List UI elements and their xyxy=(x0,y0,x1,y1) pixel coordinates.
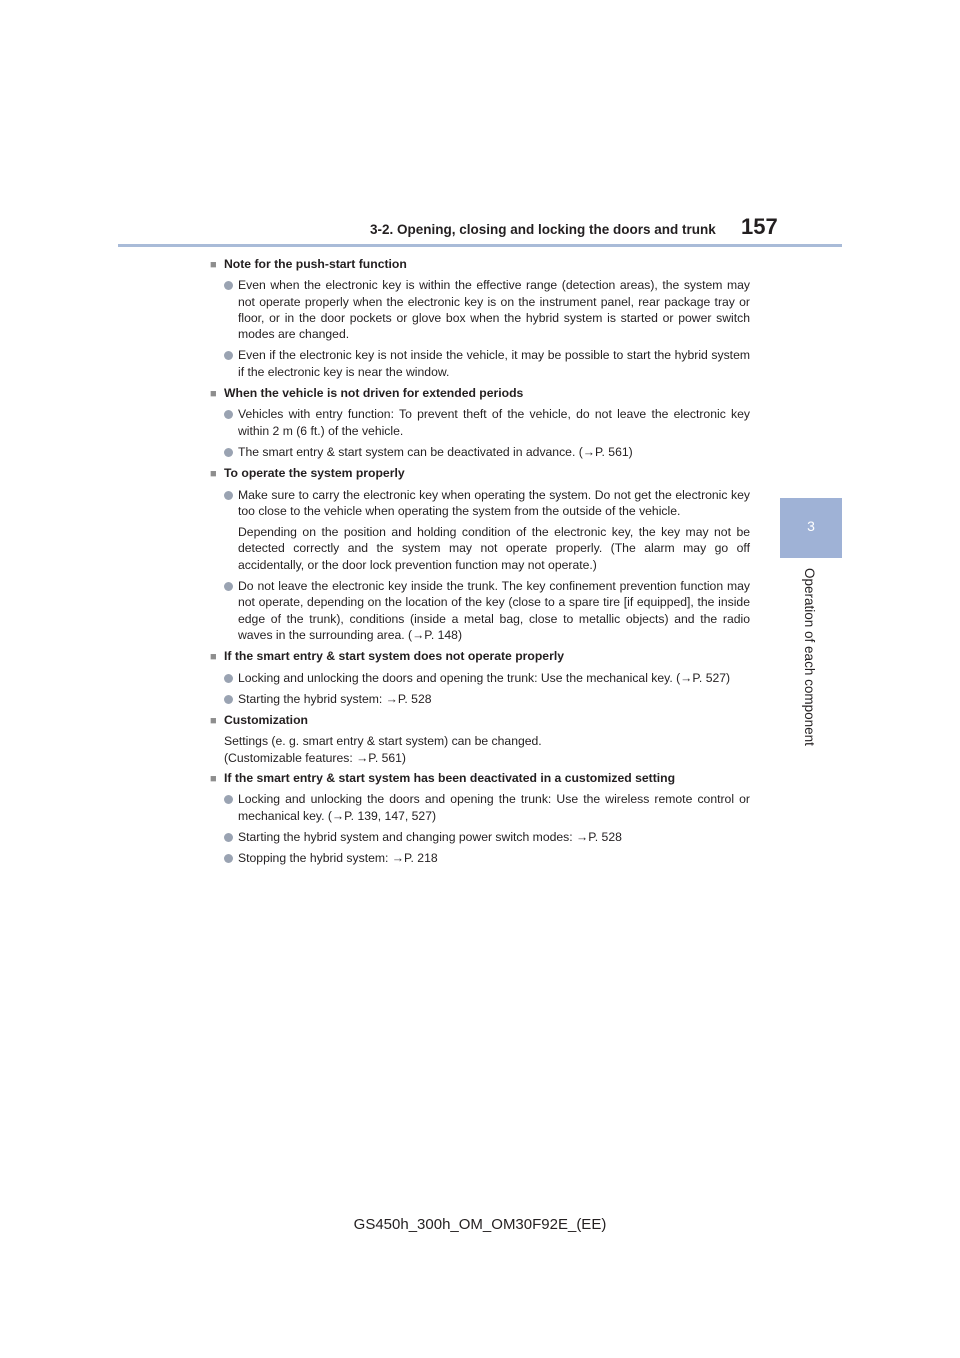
section-heading xyxy=(210,465,750,482)
section-heading-text: Note for the push-start function xyxy=(224,257,407,271)
square-bullet-icon: ■ xyxy=(210,651,217,664)
section-extended-periods xyxy=(210,385,750,460)
page-number: 157 xyxy=(741,214,778,239)
list-item-text: Starting the hybrid system: →P. 528 xyxy=(238,691,432,706)
list-item xyxy=(210,406,750,439)
list-item-text: Even when the electronic key is within the effective range (detection areas), the system may not operate properly when the electronic key is on the instrument panel, rear package tray or floor, or in the door pockets or glove box when the hybrid system is started or power switch modes are changed. xyxy=(238,278,750,342)
section-body xyxy=(210,733,750,766)
list-item-text: Depending on the position and holding condition of the electronic key, the key may not be detected correctly and the system may not operate properly. (The alarm may go off accidentally, or the door lock prevention function may not operate.) xyxy=(238,525,750,572)
section-push-start xyxy=(210,256,750,380)
circle-bullet-icon xyxy=(224,582,233,591)
section-heading xyxy=(210,256,750,273)
section-heading-text: When the vehicle is not driven for extended periods xyxy=(224,386,524,401)
body-text: (Customizable features: →P. 561) xyxy=(224,750,406,765)
chapter-tab-number: 3 xyxy=(807,518,815,534)
square-bullet-icon: ■ xyxy=(210,259,217,271)
list-item-text: Locking and unlocking the doors and opening the trunk: Use the mechanical key. (→P. 527) xyxy=(238,670,731,685)
list-item xyxy=(210,578,750,643)
body-text: Settings (e. g. smart entry & start system) can be changed. xyxy=(224,734,542,749)
section-heading-text: Customization xyxy=(224,713,308,728)
list-item-text: Starting the hybrid system and changing power switch modes: →P. 528 xyxy=(238,829,622,844)
chapter-tab[interactable] xyxy=(780,498,842,558)
section-heading-text: If the smart entry & start system does not operate properly xyxy=(224,649,564,664)
list-item xyxy=(210,487,750,573)
list-item-text: The smart entry & start system can be deactivated in advance. (→P. 561) xyxy=(238,444,633,459)
section-heading xyxy=(210,712,750,729)
list-item-text: Locking and unlocking the doors and opening the trunk: Use the wireless remote control or mechanical key. (→P. 139, 147, 527) xyxy=(238,792,750,823)
list-item xyxy=(210,829,750,845)
list-item-text: Make sure to carry the electronic key when operating the system. Do not get the electronic key too close to the vehicle when operating the system from the outside of the vehicle. xyxy=(238,487,750,518)
section-heading xyxy=(210,385,750,402)
list-item xyxy=(210,444,750,460)
circle-bullet-icon xyxy=(224,695,233,704)
circle-bullet-icon xyxy=(224,410,233,419)
section-heading xyxy=(210,770,750,787)
square-bullet-icon: ■ xyxy=(210,773,217,786)
chapter-caption: Operation of each component xyxy=(802,568,817,746)
list-item xyxy=(210,670,750,686)
header-divider xyxy=(118,244,842,247)
list-item xyxy=(210,347,750,380)
page-content xyxy=(210,256,750,872)
circle-bullet-icon xyxy=(224,491,233,500)
circle-bullet-icon xyxy=(224,674,233,683)
circle-bullet-icon xyxy=(224,448,233,457)
list-item-text: Stopping the hybrid system: →P. 218 xyxy=(238,851,438,866)
circle-bullet-icon xyxy=(224,854,233,863)
section-heading-text: If the smart entry & start system has been deactivated in a customized setting xyxy=(224,771,676,786)
square-bullet-icon: ■ xyxy=(210,388,217,401)
circle-bullet-icon xyxy=(224,795,233,804)
list-item xyxy=(210,850,750,866)
footer-model-code: GS450h_300h_OM_OM30F92E_(EE) xyxy=(353,1216,607,1233)
circle-bullet-icon xyxy=(224,281,233,290)
list-item-text: Do not leave the electronic key inside the trunk. The key confinement prevention function may not operate, depending on the location of the key (close to a spare tire [if equipped], the inside edge of the trunk), conditions (inside a metal bag, close to metallic objects) and the radio waves in the surrounding area. (→P. 148) xyxy=(238,579,750,642)
section-customization xyxy=(210,712,750,766)
list-item-text: Vehicles with entry function: To prevent theft of the vehicle, do not leave the electronic key within 2 m (6 ft.) of the vehicle. xyxy=(238,407,750,438)
page-header-title: 3-2. Opening, closing and locking the doors and trunk xyxy=(370,222,716,237)
square-bullet-icon: ■ xyxy=(210,468,217,481)
section-not-operate-properly xyxy=(210,648,750,707)
circle-bullet-icon xyxy=(224,351,233,360)
circle-bullet-icon xyxy=(224,833,233,842)
list-item xyxy=(210,691,750,707)
list-item xyxy=(210,791,750,824)
square-bullet-icon: ■ xyxy=(210,715,217,728)
section-deactivated xyxy=(210,770,750,866)
section-heading-text: To operate the system properly xyxy=(224,466,405,481)
section-operate-properly xyxy=(210,465,750,643)
section-heading xyxy=(210,648,750,665)
list-item xyxy=(210,277,750,342)
list-item-text: Even if the electronic key is not inside the vehicle, it may be possible to start the hybrid system if the electronic key is near the window. xyxy=(238,348,750,379)
